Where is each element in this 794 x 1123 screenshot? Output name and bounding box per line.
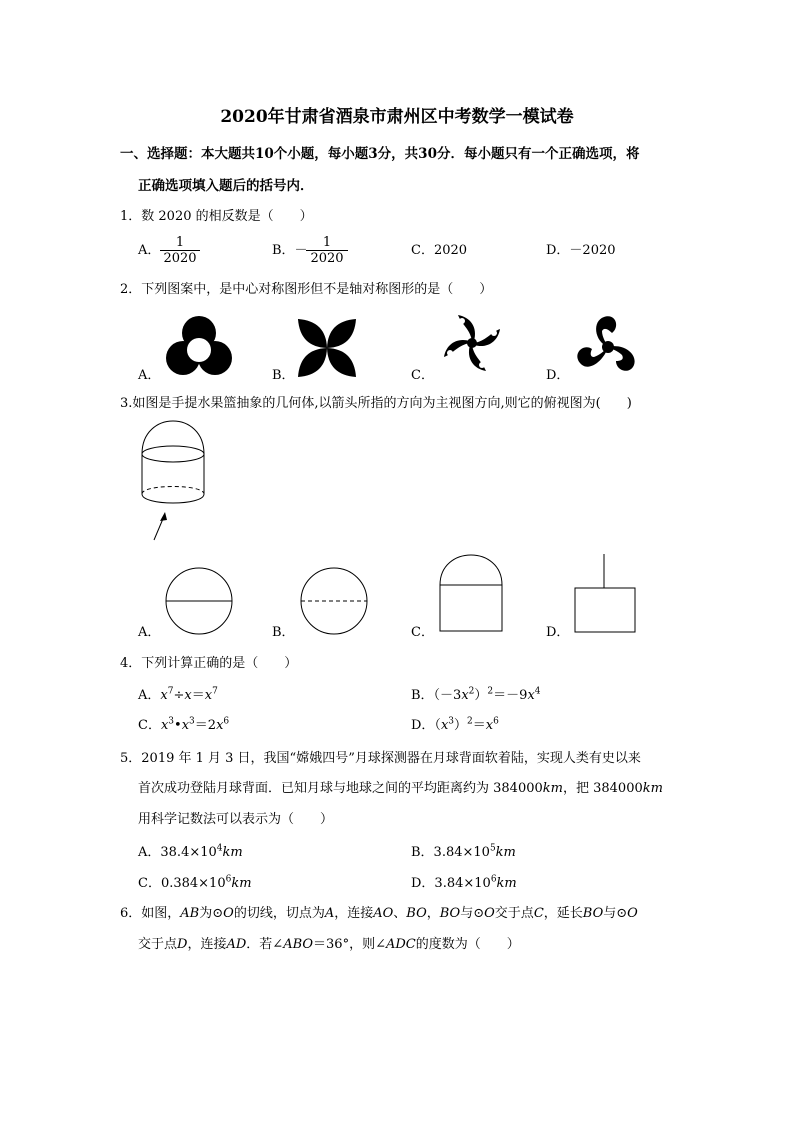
q3-option-c-figure — [438, 553, 504, 633]
q3-basket-solid-figure — [138, 418, 228, 548]
q6-line2: 交于点D，连接AD．若∠ABO＝36°，则∠ADC的度数为（ ） — [138, 937, 520, 952]
q4-option-c: C．$x^3•x^3=2x^6$ — [138, 716, 230, 733]
q2-figure-d-triskelion — [574, 313, 642, 377]
q4-option-d: D．$(x^3)^2=x^6$ — [411, 716, 499, 733]
q3-option-d-figure — [574, 552, 638, 634]
q5-line3: 用科学记数法可以表示为（ ） — [138, 812, 334, 827]
q3-option-b: B． — [272, 625, 295, 640]
q1-b-numerator: 1 — [306, 235, 348, 251]
q2-figure-a-trefoil — [164, 312, 234, 382]
q2-option-b: B． — [272, 368, 295, 383]
q1-stem: 1．数 2020 的相反数是（ ） — [120, 209, 313, 224]
page-title: 2020年甘肃省酒泉市肃州区中考数学一模试卷 — [220, 107, 574, 127]
q2-figure-c-pinwheel — [440, 311, 504, 375]
q1-option-b-fraction — [306, 235, 348, 266]
section-heading-line2: 正确选项填入题后的括号内． — [138, 178, 314, 194]
section-heading-line1: 一、选择题：本大题共10个小题，每小题3分，共30分．每小题只有一个正确选项，将 — [120, 146, 640, 162]
q5-option-a: A．$38.4\times 10^4km$ — [138, 843, 243, 860]
q4-option-b: B．$(-3x^2)^2=-9x^4$ — [411, 686, 541, 703]
q2-figure-b-four-petal — [296, 317, 358, 379]
q6-line1: 6．如图，AB为⊙O的切线，切点为A，连接AO、BO，BO与⊙O交于点C，延长BO与⊙O — [120, 906, 638, 921]
q3-option-d: D． — [546, 625, 570, 640]
q3-option-b-figure — [300, 567, 368, 635]
q1-option-a-label: A． — [138, 243, 161, 258]
q5-option-b: B．$3.84\times 10^5km$ — [411, 843, 516, 860]
q4-stem: 4．下列计算正确的是（ ） — [120, 656, 298, 671]
q1-option-b-label: B．－ — [272, 243, 308, 258]
q2-option-c: C． — [411, 368, 434, 383]
q1-a-denominator: 2020 — [163, 251, 197, 266]
q3-option-a: A． — [138, 625, 161, 640]
q4-option-a: A．$x^7\div x=x^7$ — [138, 686, 218, 703]
q2-stem: 2．下列图案中，是中心对称图形但不是轴对称图形的是（ ） — [120, 282, 493, 297]
q5-line1: 5．2019 年 1 月 3 日，我国“嫦娥四号”月球探测器在月球背面软着陆，实现人类有史以来 — [120, 751, 641, 766]
q1-option-c: C．2020 — [411, 243, 468, 258]
q5-line2: 首次成功登陆月球背面．已知月球与地球之间的平均距离约为 384000km，把 384000km — [138, 781, 663, 796]
q3-stem: 3.如图是手提水果篮抽象的几何体,以箭头所指的方向为主视图方向,则它的俯视图为( ) — [120, 396, 632, 411]
q1-option-d: D．－2020 — [546, 243, 616, 258]
q1-b-denominator: 2020 — [310, 251, 344, 266]
q2-option-d: D． — [546, 368, 570, 383]
q1-a-numerator: 1 — [160, 235, 200, 251]
q3-option-c: C． — [411, 625, 434, 640]
q5-option-c: C．$0.384\times 10^6km$ — [138, 874, 252, 891]
q5-option-d: D．$3.84\times 10^6km$ — [411, 874, 517, 891]
q1-option-a-fraction — [160, 235, 200, 266]
q2-option-a: A． — [138, 368, 161, 383]
q3-option-a-figure — [165, 567, 233, 635]
